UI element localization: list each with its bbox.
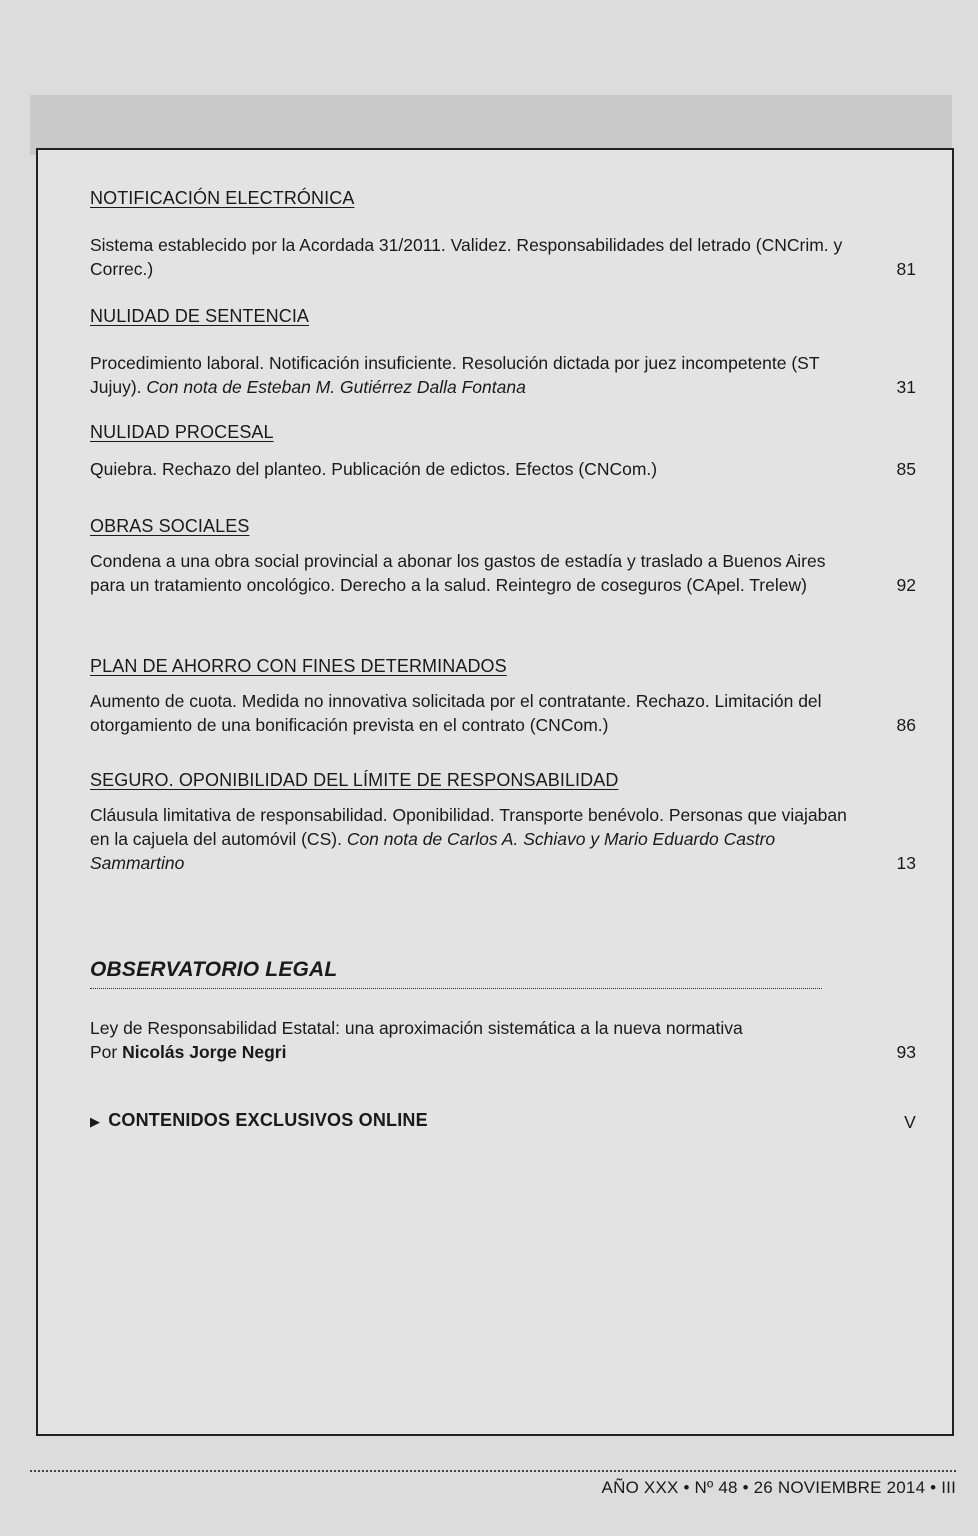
entry-text: Cláusula limitativa de responsabilidad. Oponibilidad. Transporte benévolo. Personas que viajaban en la cajuela del automóvil (CS). Con nota de Carlos A. Schiavo y Mario Eduardo Castro Sammartino [90, 805, 847, 873]
entry-note: Con nota de Esteban M. Gutiérrez Dalla Fontana [146, 377, 526, 397]
index-box [36, 148, 954, 1436]
online-contents-link[interactable] [90, 1110, 916, 1131]
entry-heading: NULIDAD PROCESAL [90, 422, 274, 442]
entry-heading: PLAN DE AHORRO CON FINES DETERMINADOS [90, 656, 507, 676]
entry-note: Con nota de Carlos A. Schiavo y Mario Eduardo Castro Sammartino [90, 829, 776, 873]
page-number: 13 [896, 853, 916, 873]
entry-text: Ley de Responsabilidad Estatal: una aproximación sistemática a la nueva normativa Por Nicolás Jorge Negri [90, 1018, 743, 1062]
page-number: 31 [896, 377, 916, 397]
observatorio-title: OBSERVATORIO LEGAL [90, 958, 338, 981]
entry-plan-de-ahorro [90, 656, 916, 737]
entry-text: Quiebra. Rechazo del planteo. Publicación de edictos. Efectos (CNCom.) [90, 459, 658, 479]
entry-nulidad-procesal [90, 422, 916, 481]
online-label: CONTENIDOS EXCLUSIVOS ONLINE [108, 1110, 428, 1130]
entry-notificacion-electronica [90, 188, 916, 281]
entry-heading: NULIDAD DE SENTENCIA [90, 306, 310, 326]
page-number: 81 [896, 259, 916, 279]
entry-text: Procedimiento laboral. Notificación insuficiente. Resolución dictada por juez incompetente (ST Jujuy). Con nota de Esteban M. Gutiérrez Dalla Fontana [90, 353, 820, 397]
entry-obras-sociales [90, 516, 916, 597]
page-number: 93 [896, 1042, 916, 1062]
page-number: V [904, 1112, 916, 1132]
entry-observatorio [90, 1016, 916, 1064]
entry-nulidad-de-sentencia [90, 306, 916, 399]
entry-text: Aumento de cuota. Medida no innovativa solicitada por el contratante. Rechazo. Limitación del otorgamiento de una bonificación prevista en el contrato (CNCom.) [90, 691, 822, 735]
author-prefix: Por [90, 1042, 118, 1062]
bleed-through-banner [30, 95, 952, 155]
entry-heading: OBRAS SOCIALES [90, 516, 250, 536]
entry-heading: SEGURO. OPONIBILIDAD DEL LÍMITE DE RESPONSABILIDAD [90, 770, 619, 790]
entry-text: Condena a una obra social provincial a abonar los gastos de estadía y traslado a Buenos Aires para un tratamiento oncológico. Derecho a la salud. Reintegro de coseguros (CApel. Trelew) [90, 551, 826, 595]
page-number: 92 [896, 575, 916, 595]
play-arrow-icon: ▶ [90, 1114, 101, 1129]
footer-divider [30, 1470, 956, 1472]
page-number: 85 [896, 459, 916, 479]
author-name: Nicolás Jorge Negri [122, 1042, 287, 1062]
entry-seguro [90, 770, 916, 875]
page-number: 86 [896, 715, 916, 735]
page-footer: AÑO XXX • Nº 48 • 26 NOVIEMBRE 2014 • III [601, 1478, 956, 1497]
dotted-divider [90, 988, 822, 989]
entry-text: Sistema establecido por la Acordada 31/2011. Validez. Responsabilidades del letrado (CNCrim. y Correc.) [90, 235, 843, 279]
entry-heading: NOTIFICACIÓN ELECTRÓNICA [90, 188, 355, 208]
